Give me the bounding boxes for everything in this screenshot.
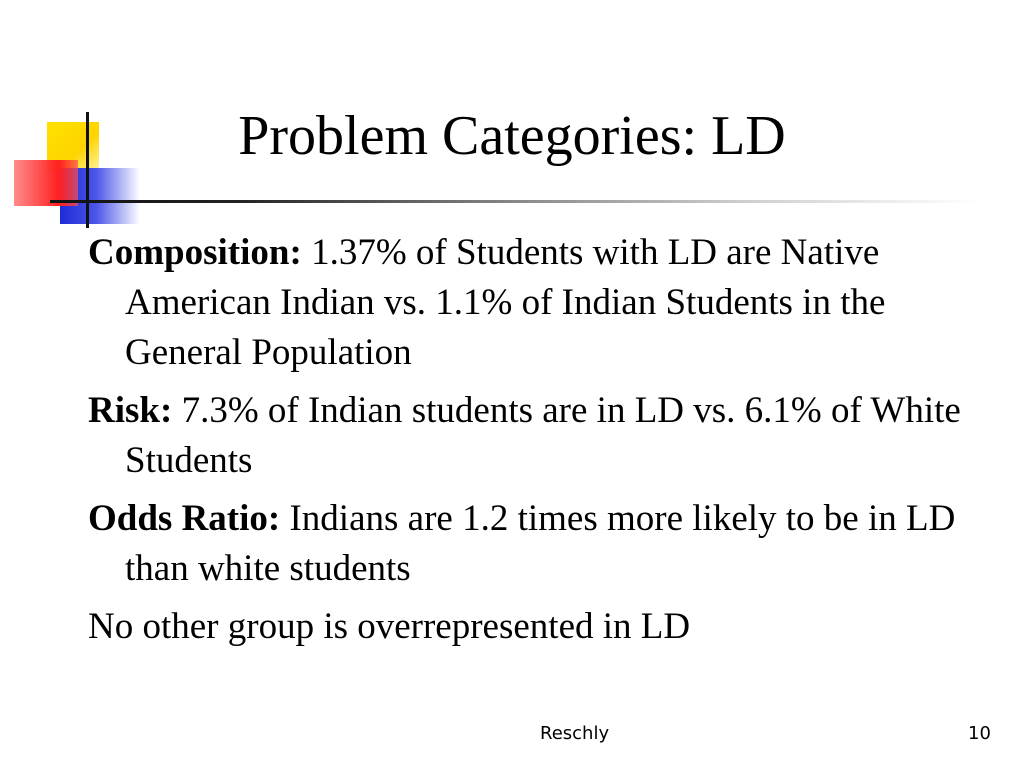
slide-body: [88, 228, 968, 660]
bullet-label: Odds Ratio:: [88, 498, 281, 539]
bullet-text: No other group is overrepresented in LD: [88, 606, 691, 647]
slide-title-text: Problem Categories: LD: [238, 105, 786, 167]
slide-title: [0, 104, 1024, 168]
bullet-label: Composition:: [88, 232, 302, 273]
bullet-odds-ratio: [88, 494, 968, 594]
bullet-text: 7.3% of Indian students are in LD vs. 6.1% of White Students: [125, 390, 961, 481]
footer-author: Reschly: [540, 723, 610, 744]
bullet-text: 1.37% of Students with LD are Native American Indian vs. 1.1% of Indian Students in the General Population: [125, 232, 886, 373]
bullet-overrepresentation: [88, 602, 968, 652]
bullet-label: Risk:: [88, 390, 173, 431]
bullet-composition: [88, 228, 968, 378]
bullet-text: Indians are 1.2 times more likely to be in LD than white students: [125, 498, 956, 589]
title-underline-rule: [50, 200, 980, 203]
slide-number: 10: [968, 723, 991, 744]
bullet-risk: [88, 386, 968, 486]
